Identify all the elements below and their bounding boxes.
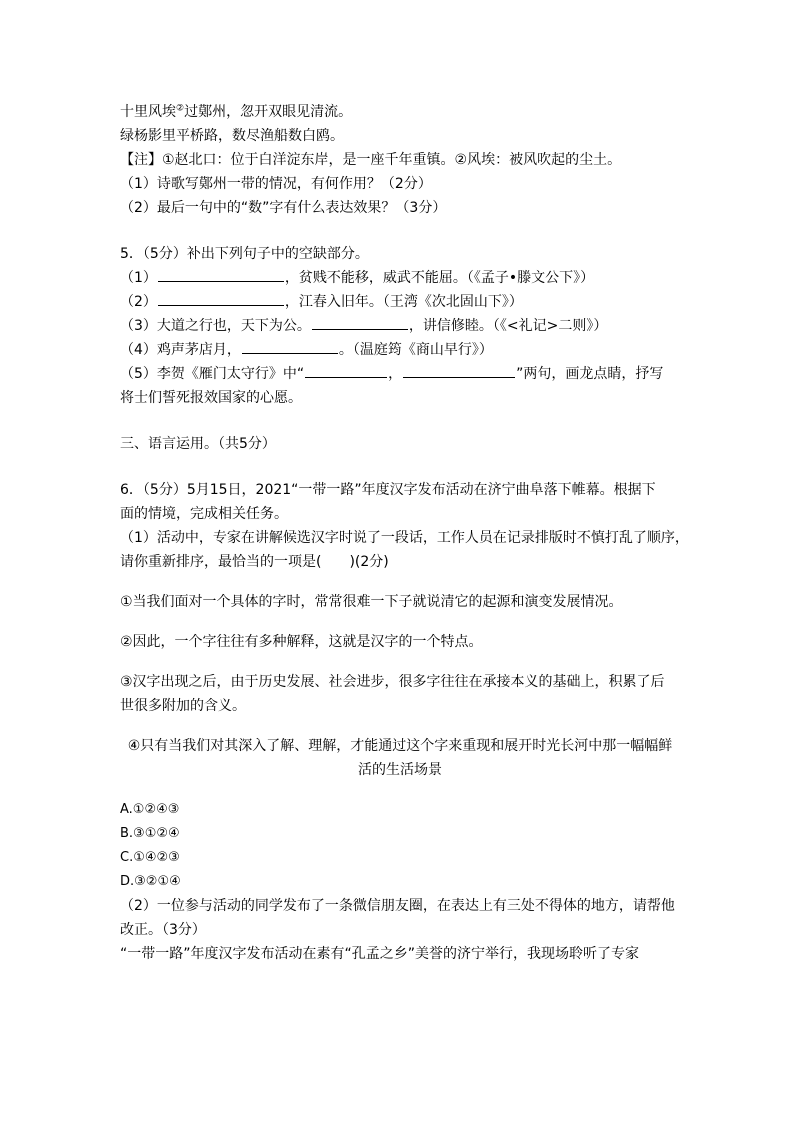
sentence-2: ②因此，一个字往往有多种解释，这就是汉字的一个特点。 [120,634,483,650]
question-6-title-line-1: 6．（5分）5月15日，2021“一带一路”年度汉字发布活动在济宁曲阜落下帷幕。根据下 [120,482,656,498]
footnote-marker: ② [176,103,185,114]
q5-item-2 [120,290,680,314]
q5-item-4-text-a: （4）鸡声茅店月， [120,342,241,358]
q5-item-4-text-b: 。（温庭筠《商山早行》） [338,342,493,358]
q6-sub1-line-1: （1）活动中，专家在讲解候选汉字时说了一段话，工作人员在记录排版时不慎打乱了顺序， [120,530,689,546]
q5-item-5-line-2: 将士们誓死报效国家的心愿。 [120,390,302,406]
q6-sub1-line-2: 请你重新排序，最恰当的一项是( )(2分) [120,554,389,570]
q5-item-2-label: （2） [120,294,157,310]
q5-item-1-text: ，贫贱不能移，威武不能屈。（《孟子•滕文公下》） [284,270,595,286]
fill-blank[interactable] [242,339,338,354]
q5-item-1 [120,266,680,290]
q5-item-5-text-a: （5）李贺《雁门太守行》中“ [120,366,305,382]
poem-note: 【注】①赵北口：位于白洋淀东岸，是一座千年重镇。②风埃：被风吹起的尘土。 [120,152,622,168]
q5-item-5 [120,362,680,386]
option-d[interactable]: D.③②①④ [120,874,181,889]
sentence-4-line-1: ④只有当我们对其深入了解、理解，才能通过这个字来重现和展开时光长河中那一幅幅鲜 [127,738,673,754]
option-c[interactable]: C.①④②③ [120,850,180,865]
wechat-post-line-1: “一带一路”年度汉字发布活动在素有“孔孟之乡”美誉的济宁举行，我现场聆听了专家 [120,946,640,962]
q5-item-1-label: （1） [120,270,157,286]
sentence-1: ①当我们面对一个具体的字时，常常很难一下子就说清它的起源和演变发展情况。 [120,594,623,610]
fill-blank[interactable] [158,267,284,282]
q5-item-2-text: ，江春入旧年。（王湾《次北固山下》） [284,294,523,310]
sentence-4-line-2: 活的生活场景 [358,762,442,778]
poem-question-2: （2）最后一句中的“数”字有什么表达效果？（3分） [120,200,447,216]
exam-page [120,100,689,966]
section-3-title: 三、语言运用。（共5分） [120,436,276,452]
fill-blank[interactable] [312,315,408,330]
poem-line-1-part-a: 十里风埃 [120,104,176,120]
option-a[interactable]: A.①②④③ [120,802,180,817]
fill-blank[interactable] [158,291,284,306]
poem-line-1 [120,100,680,124]
q5-item-5-comma: ， [388,366,403,382]
q5-item-3 [120,314,680,338]
sentence-3-line-2: 世很多附加的含义。 [120,698,246,714]
q6-sub2-line-1: （2）一位参与活动的同学发布了一条微信朋友圈，在表达上有三处不得体的地方，请帮他 [120,898,675,914]
poem-line-1-part-b: 过鄚州，忽开双眼见清流。 [184,104,353,120]
fill-blank[interactable] [305,363,387,378]
poem-question-1: （1）诗歌写鄚州一带的情况，有何作用？（2分） [120,176,432,192]
q5-item-3-text-a: （3）大道之行也，天下为公。 [120,318,311,334]
q5-item-4 [120,338,680,362]
option-b[interactable]: B.③①②④ [120,826,180,841]
fill-blank[interactable] [403,363,515,378]
q5-item-3-text-b: ，讲信修睦。（《<礼记>二则》） [408,318,608,334]
question-6-title-line-2: 面的情境，完成相关任务。 [120,506,288,522]
sentence-3-line-1: ③汉字出现之后，由于历史发展、社会进步，很多字往往在承接本义的基础上，积累了后 [120,674,665,690]
q6-sub2-line-2: 改正。（3分） [120,922,206,938]
question-5-title: 5．（5分）补出下列句子中的空缺部分。 [120,246,369,262]
q5-item-5-text-b: ”两句，画龙点睛，抒写 [516,366,664,382]
poem-line-2: 绿杨影里平桥路，数尽渔船数白鸥。 [120,128,344,144]
